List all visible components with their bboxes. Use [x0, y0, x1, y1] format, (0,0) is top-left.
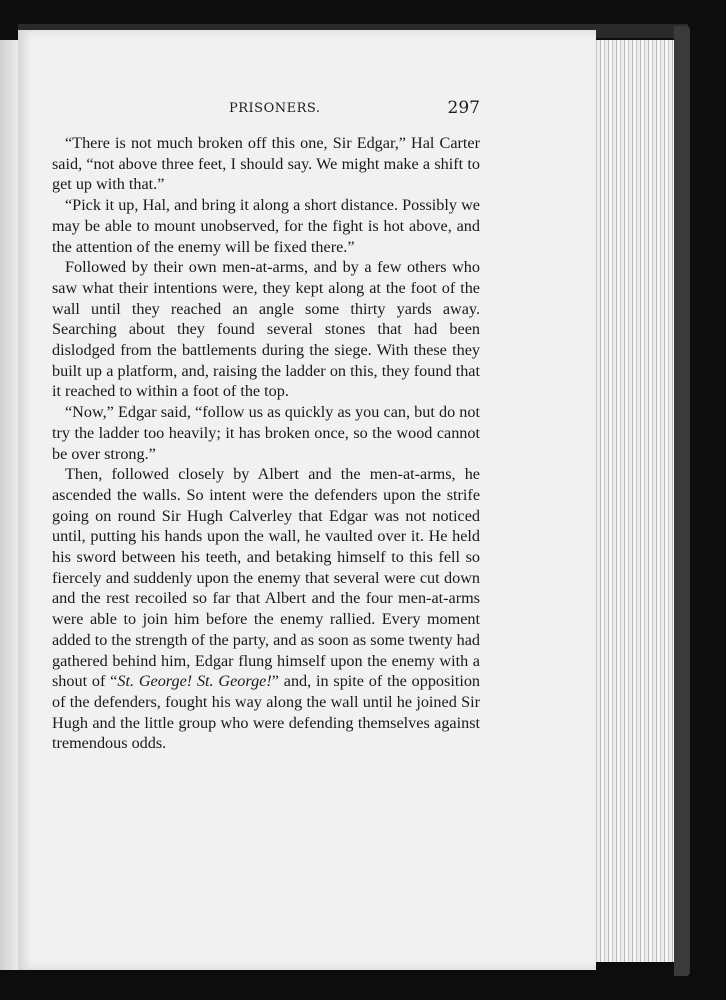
paragraph-4: “Now,” Edgar said, “follow us as quickly as you can, but do not try the ladder too heavily; it has broken once, so the wood cannot be over strong.”: [52, 403, 480, 463]
paragraph-5-text-before-italic: Then, followed closely by Albert and the men-at-arms, he ascended the walls. So intent were the defenders upon the strife going on round Sir Hugh Calverley that Edgar was not noticed until, putting his hands upon the wall, he vaulted over it. He held his sword between his teeth, and betaking himself to this fell so fiercely and suddenly upon the enemy that several were cut down and the rest recoiled so far that Albert and the four men-at-arms were able to join him before the enemy rallied. Every moment added to the strength of the party, and as soon as some twenty had gathered behind him, Edgar flung himself upon the enemy with a shout of “: [52, 465, 480, 691]
running-head: PRISONERS.: [229, 101, 321, 116]
paragraph-3: Followed by their own men-at-arms, and by a few others who saw what their intentions were, they kept along at the foot of the wall until they reached an angle some thirty yards away. Searching about they found several stones that had been dislodged from the battlements during the siege. With these they built up a platform, and, raising the ladder on this, they found that it reached to within a foot of the top.: [52, 258, 480, 401]
page-number: 297: [447, 98, 480, 118]
paragraph-1: “There is not much broken off this one, Sir Edgar,” Hal Carter said, “not above three feet, I should say. We might make a shift to get up with that.”: [52, 134, 480, 194]
paragraph-5-text-after-italic: ” and, in spite of the opposition of the defenders, fought his way along the wall until he joined Sir Hugh and the little group who were defending themselves against tremendous odds.: [52, 672, 481, 753]
paragraph-5: [52, 464, 480, 754]
page-body-text: [52, 133, 480, 754]
page-header: [52, 98, 482, 125]
page-stack-edge: [592, 40, 679, 962]
paragraph-2: “Pick it up, Hal, and bring it along a short distance. Possibly we may be able to mount unobserved, for the fight is hot above, and the attention of the enemy will be fixed there.”: [52, 196, 480, 256]
paragraph-5-italic-shout: St. George! St. George!: [117, 672, 272, 691]
book-cover-edge: [674, 26, 690, 976]
